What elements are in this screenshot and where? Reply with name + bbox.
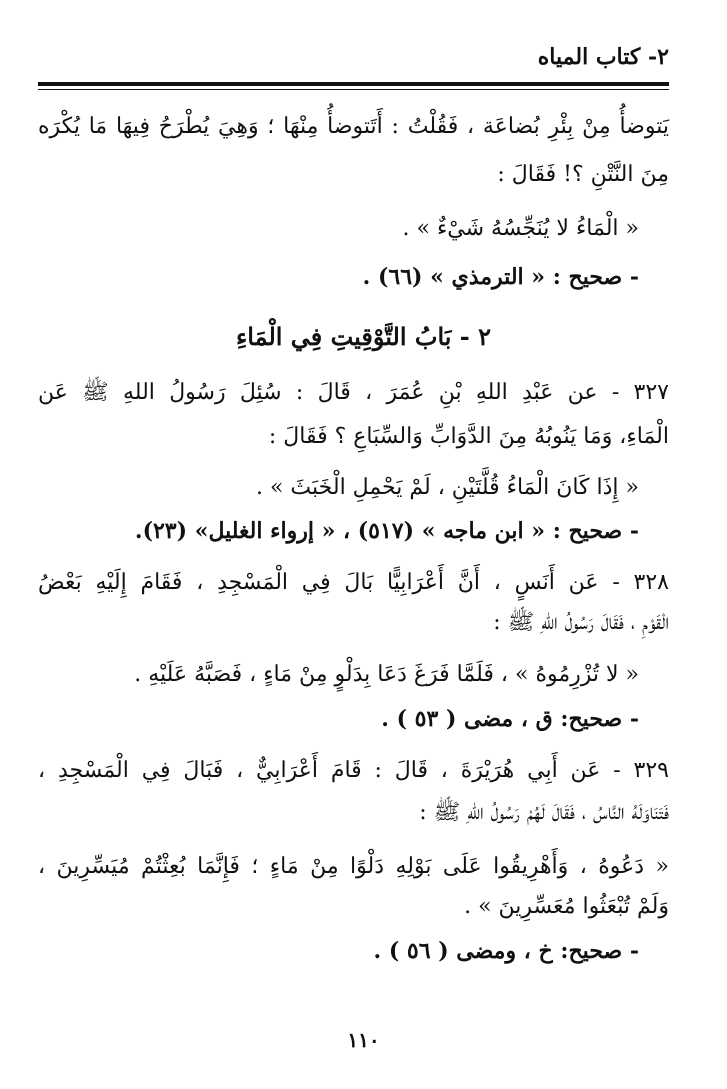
header-rule-thin xyxy=(38,89,669,90)
grading-line: - صحيح : « ابن ماجه » (٥١٧) ، « إرواء الغليل» (٢٣). xyxy=(134,518,639,544)
text-line: ٣٢٩ - عَن أَبِي هُرَيْرَةَ ، قَالَ : قَامَ أَعْرَابِيٌّ ، فَبَالَ فِي الْمَسْجِدِ ، xyxy=(38,758,669,783)
text-line: مِنَ النَّتْنِ ؟! فَقَالَ : xyxy=(497,162,669,187)
header-rule-thick xyxy=(38,82,669,86)
text-line: ٣٢٧ - عن عَبْدِ اللهِ بْنِ عُمَرَ ، قَالَ : سُئِلَ رَسُولُ اللهِ ﷺ عَن xyxy=(38,380,669,405)
text-line: الْمَاءِ، وَمَا يَنُوبُهُ مِنَ الدَّوَابِّ وَالسِّبَاعِ ؟ فَقَالَ : xyxy=(268,424,669,449)
hadith-quote: وَلَمْ تُبْعَثُوا مُعَسِّرِينَ » . xyxy=(464,894,669,919)
hadith-quote: « الْمَاءُ لا يُنَجِّسُهُ شَيْءٌ » . xyxy=(402,216,639,241)
chapter-title: ٢ - بَابُ التَّوْقِيتِ فِي الْمَاءِ xyxy=(235,322,492,351)
text-line: الْقَوْمِ ، فَقَالَ رَسُولُ اللهِ ﷺ : xyxy=(493,610,669,635)
hadith-quote: « دَعُوهُ ، وَأَهْرِيقُوا عَلَى بَوْلِهِ دَلْوًا مِنْ مَاءٍ ؛ فَإِنَّمَا بُعِثْتُمْ مُيَسِّرِينَ ، xyxy=(38,854,669,879)
text-line: فَتَنَاوَلَهُ النَّاسُ ، فَقَالَ لَهُمْ رَسُولُ اللهِ ﷺ : xyxy=(419,800,669,825)
hadith-quote: « لا تُزْرِمُوهُ » ، فَلَمَّا فَرَغَ دَعَا بِدَلْوٍ مِنْ مَاءٍ ، فَصَبَّهُ عَلَيْهِ . xyxy=(134,662,639,687)
hadith-quote: « إِذَا كَانَ الْمَاءُ قُلَّتَيْنِ ، لَمْ يَحْمِلِ الْخَبَثَ » . xyxy=(255,475,639,500)
grading-line: - صحيح : « الترمذي » (٦٦) . xyxy=(362,264,639,290)
text-line: ٣٢٨ - عَن أَنَسٍ ، أَنَّ أَعْرَابِيًّا بَالَ فِي الْمَسْجِدِ ، فَقَامَ إِلَيْهِ بَعْضُ xyxy=(38,570,669,595)
text-line: يَتوضأُ مِنْ بِئْرِ بُضاعَة ، فَقُلْتُ : أَتَتوضأُ مِنْهَا ؛ وَهِيَ يُطْرَحُ فِيهَا مَا يُكْرَه xyxy=(38,114,669,139)
grading-line: - صحيح: خ ، ومضى ( ٥٦ ) . xyxy=(373,938,639,964)
running-header-title: ٢- كتاب المياه xyxy=(537,44,669,70)
page-number: ١١٠ xyxy=(347,1028,380,1052)
grading-line: - صحيح: ق ، مضى ( ٥٣ ) . xyxy=(381,706,639,732)
